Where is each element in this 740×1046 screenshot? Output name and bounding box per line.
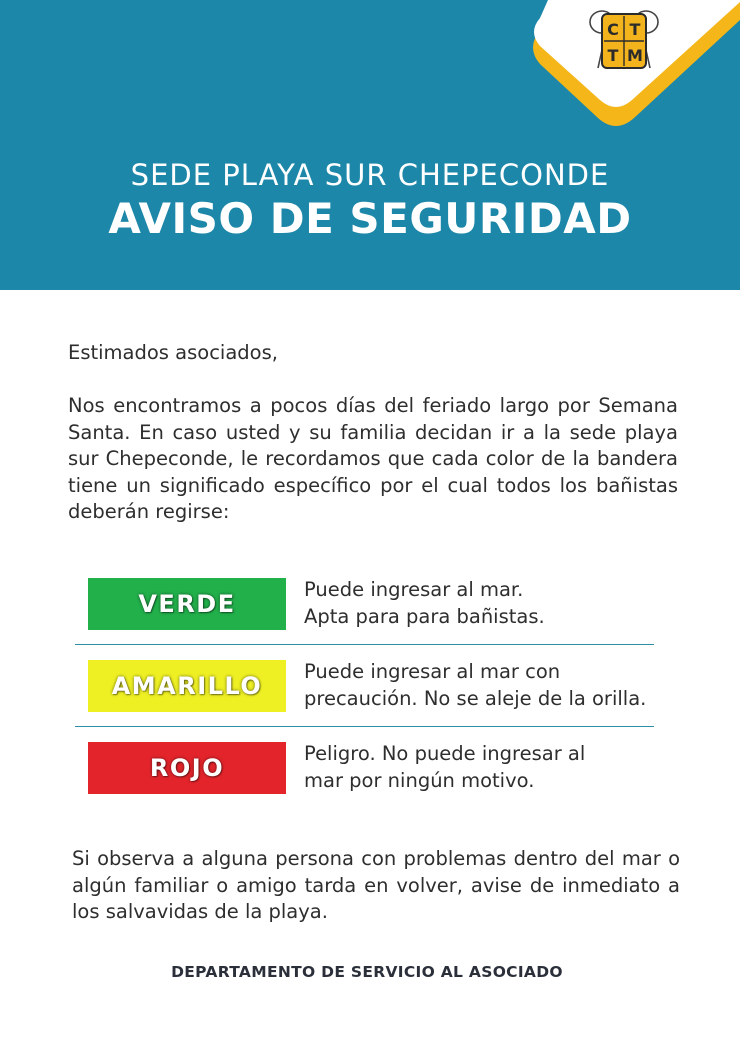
divider <box>75 726 654 727</box>
intro-paragraph: Nos encontramos a pocos días del feriado largo por Semana Santa. En caso usted y su familia decidan ir a la sede playa sur Chepeconde, le recordamos que cada color de la bandera tiene un significado específico por el cual todos los bañistas deberán regirse: <box>68 394 678 523</box>
header-title: AVISO DE SEGURIDAD <box>108 194 632 243</box>
flag-yellow-badge: AMARILLO <box>88 660 286 712</box>
flag-yellow-desc-line2: precaución. No se aleje de la orilla. <box>304 687 647 710</box>
flag-green-description <box>304 576 704 630</box>
flag-yellow-description <box>304 658 704 712</box>
flag-red-description <box>304 740 704 794</box>
logo-letter-m: M <box>627 46 643 65</box>
logo-letter-c: C <box>607 20 619 39</box>
footer-department: DEPARTAMENTO DE SERVICIO AL ASOCIADO <box>171 963 563 981</box>
flag-yellow-desc-line1: Puede ingresar al mar con <box>304 660 561 683</box>
flag-row-yellow <box>88 660 688 716</box>
flag-green-desc-line1: Puede ingresar al mar. <box>304 578 524 601</box>
flag-red-desc-line2: mar por ningún motivo. <box>304 769 535 792</box>
flag-row-green <box>88 578 688 634</box>
divider <box>75 644 654 645</box>
greeting: Estimados asociados, <box>68 341 278 364</box>
header-band <box>0 0 740 290</box>
flag-row-red <box>88 742 688 798</box>
flag-green-badge: VERDE <box>88 578 286 630</box>
logo-letter-t2: T <box>607 46 619 65</box>
flag-red-badge: ROJO <box>88 742 286 794</box>
club-logo-icon <box>588 8 660 74</box>
flag-red-desc-line1: Peligro. No puede ingresar al <box>304 742 586 765</box>
closing-paragraph: Si observa a alguna persona con problemas dentro del mar o algún familiar o amigo tarda en volver, avise de inmediato a los salvavidas de la playa. <box>72 847 680 923</box>
flag-green-desc-line2: Apta para para bañistas. <box>304 605 545 628</box>
header-subtitle: SEDE PLAYA SUR CHEPECONDE <box>130 158 610 192</box>
logo-letter-t1: T <box>629 20 641 39</box>
